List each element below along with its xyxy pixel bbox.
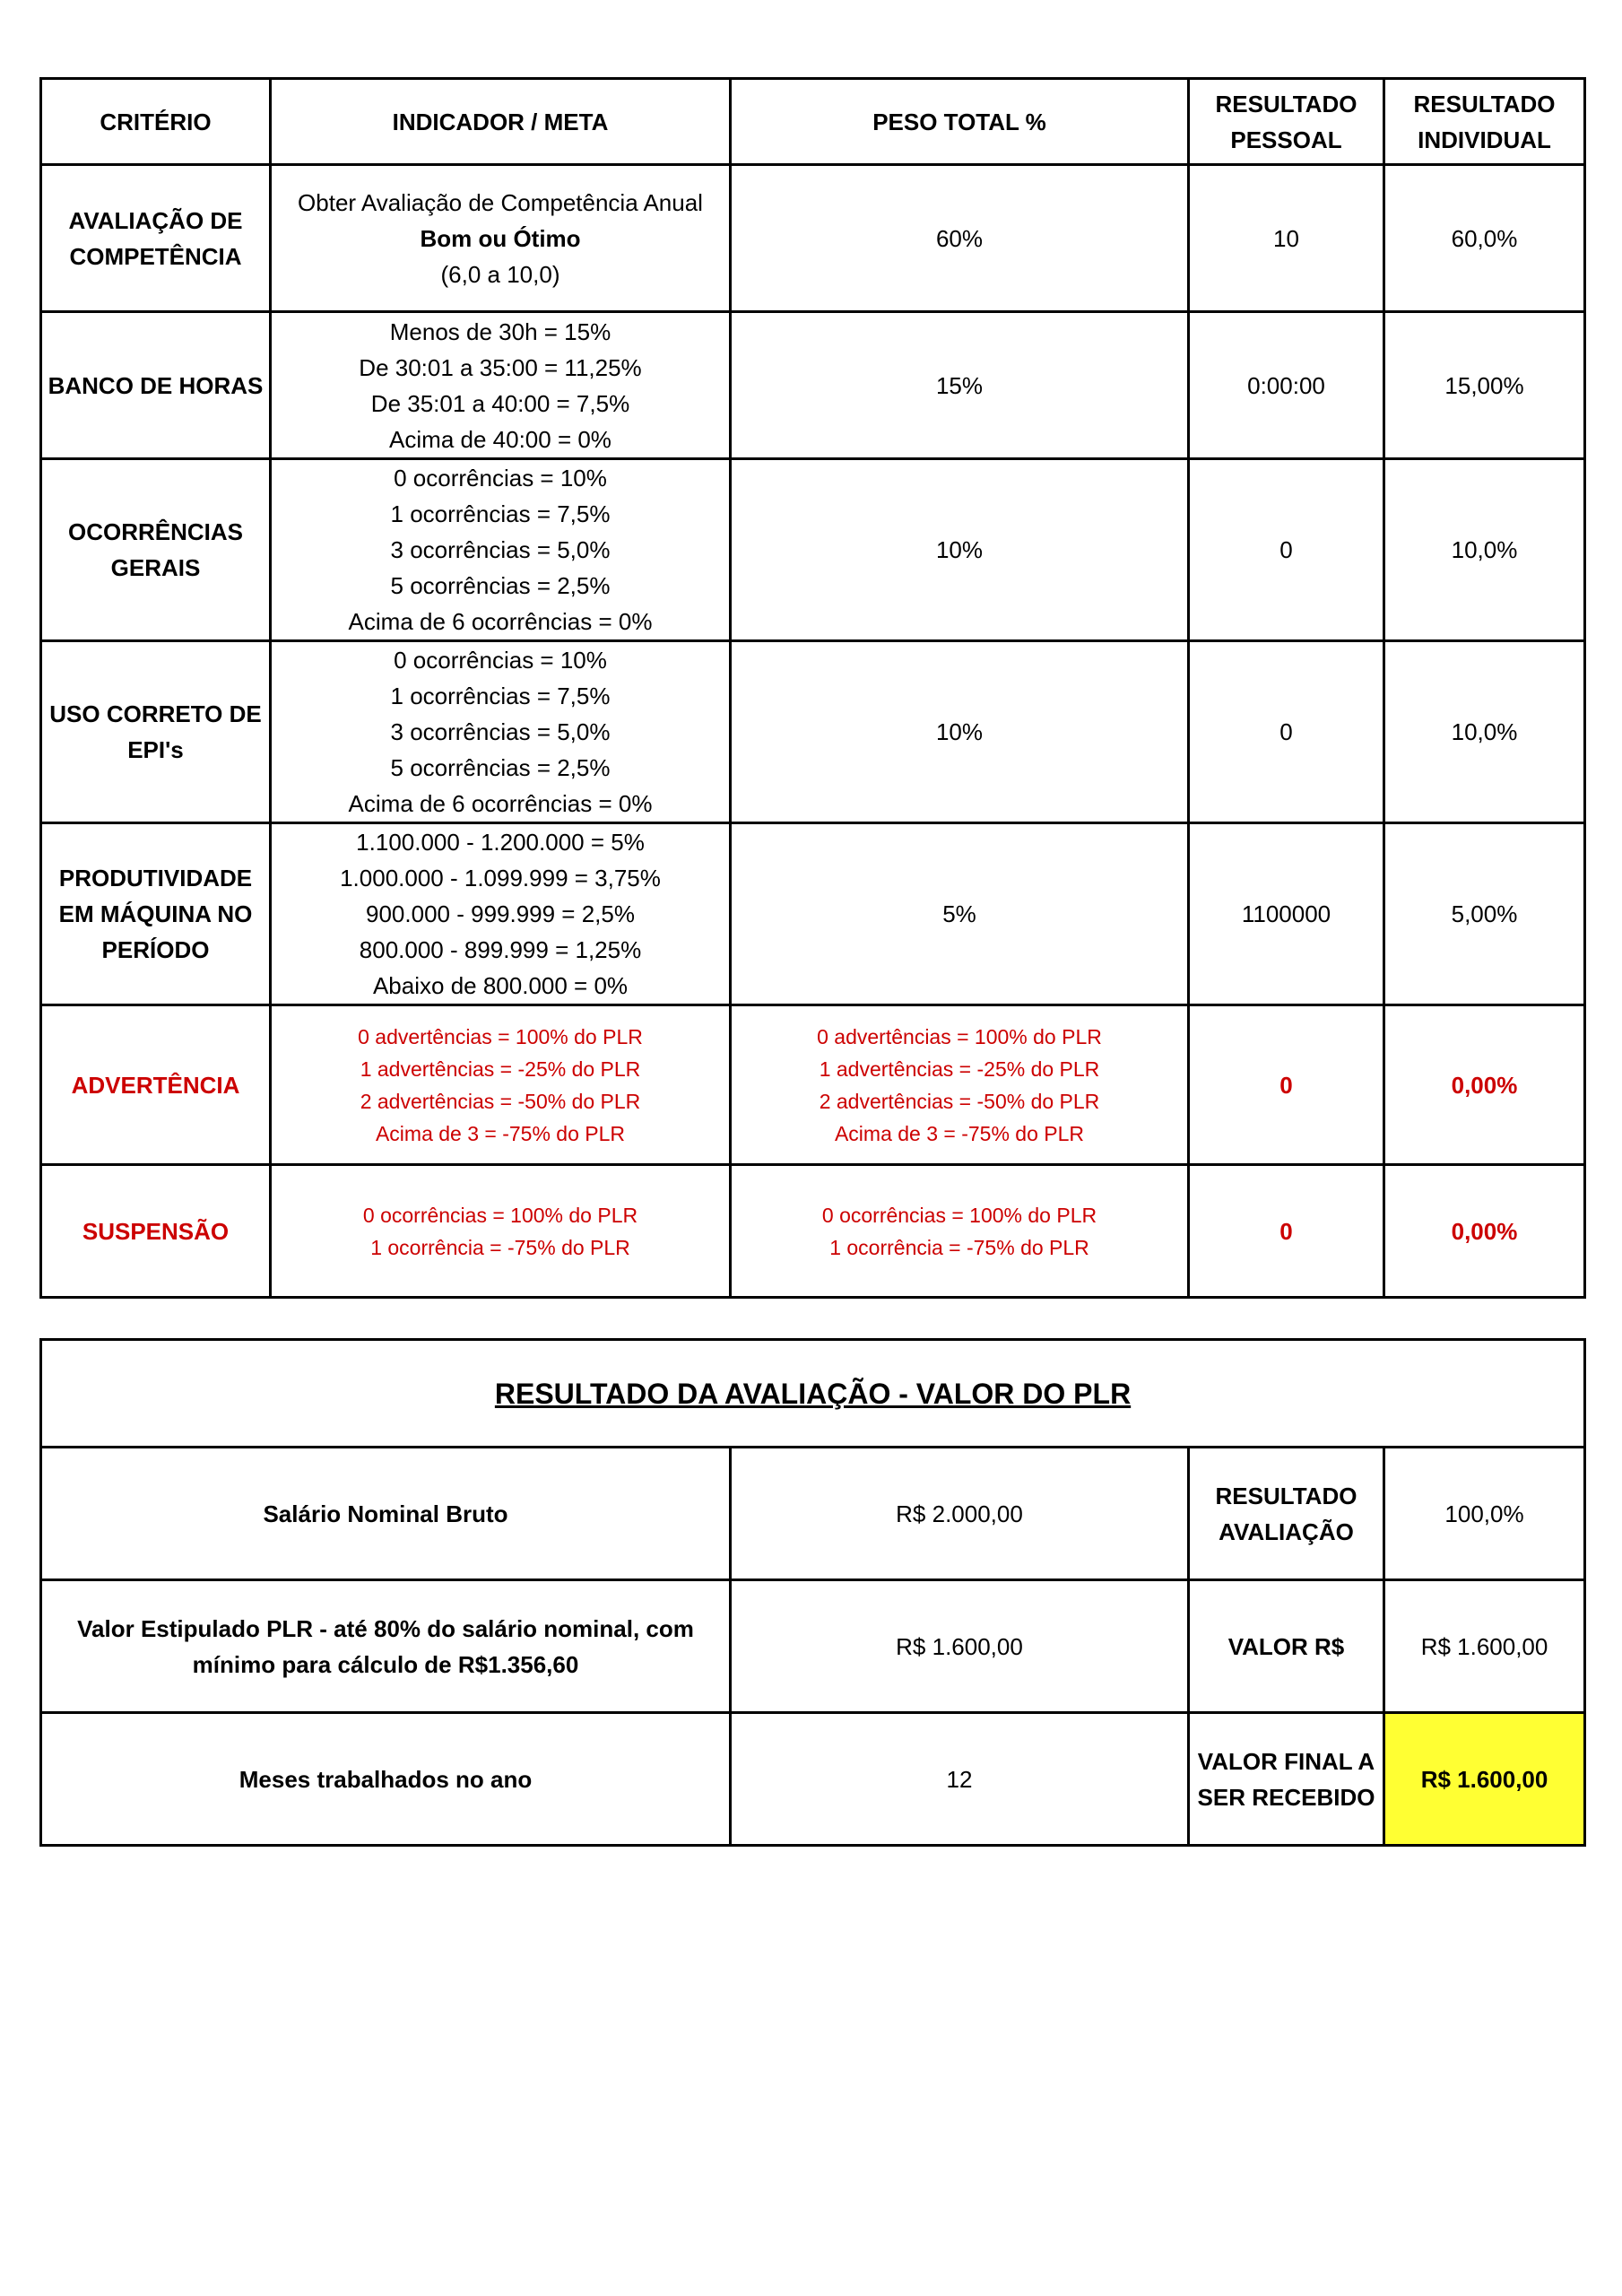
pessoal-cell: 0: [1189, 1005, 1384, 1165]
individual-cell: 10,0%: [1384, 459, 1585, 641]
result-label2: RESULTADO AVALIAÇÃO: [1189, 1448, 1384, 1580]
header-peso: PESO TOTAL %: [731, 79, 1189, 165]
criterio-cell: USO CORRETO DE EPI's: [41, 641, 271, 823]
criterio-cell: SUSPENSÃO: [41, 1165, 271, 1298]
result-value: R$ 2.000,00: [731, 1448, 1189, 1580]
criterio-cell: OCORRÊNCIAS GERAIS: [41, 459, 271, 641]
result-label2: VALOR R$: [1189, 1580, 1384, 1713]
individual-cell: 5,00%: [1384, 823, 1585, 1005]
individual-cell: 0,00%: [1384, 1005, 1585, 1165]
result-value2: R$ 1.600,00: [1384, 1580, 1585, 1713]
criteria-row-ocorrencias: [41, 459, 1585, 641]
result-row-salario: [41, 1448, 1585, 1580]
criteria-row-suspensao: [41, 1165, 1585, 1298]
pessoal-cell: 10: [1189, 165, 1384, 312]
criteria-row-avaliacao: [41, 165, 1585, 312]
individual-cell: 60,0%: [1384, 165, 1585, 312]
peso-cell: 15%: [731, 312, 1189, 459]
peso-cell: 60%: [731, 165, 1189, 312]
criteria-row-banco-horas: [41, 312, 1585, 459]
criteria-row-advertencia: [41, 1005, 1585, 1165]
peso-cell: 10%: [731, 459, 1189, 641]
pessoal-cell: 0:00:00: [1189, 312, 1384, 459]
result-label: Salário Nominal Bruto: [41, 1448, 731, 1580]
result-value2: 100,0%: [1384, 1448, 1585, 1580]
peso-cell: 0 advertências = 100% do PLR 1 advertências = -25% do PLR 2 advertências = -50% do PLR Acima de 3 = -75% do PLR: [731, 1005, 1189, 1165]
pessoal-cell: 0: [1189, 641, 1384, 823]
result-label: Meses trabalhados no ano: [41, 1713, 731, 1846]
result-row-valor-estipulado: [41, 1580, 1585, 1713]
result-title: RESULTADO DA AVALIAÇÃO - VALOR DO PLR: [41, 1340, 1585, 1448]
indicador-cell: 0 ocorrências = 10% 1 ocorrências = 7,5% 3 ocorrências = 5,0% 5 ocorrências = 2,5% Acima de 6 ocorrências = 0%: [271, 459, 731, 641]
criterio-cell: PRODUTIVIDADE EM MÁQUINA NO PERÍODO: [41, 823, 271, 1005]
criteria-table: [39, 77, 1586, 1299]
individual-cell: 10,0%: [1384, 641, 1585, 823]
indicador-cell: 0 advertências = 100% do PLR 1 advertências = -25% do PLR 2 advertências = -50% do PLR Acima de 3 = -75% do PLR: [271, 1005, 731, 1165]
result-row-meses: [41, 1713, 1585, 1846]
final-value-highlight: R$ 1.600,00: [1384, 1713, 1585, 1846]
indicador-cell: Menos de 30h = 15% De 30:01 a 35:00 = 11,25% De 35:01 a 40:00 = 7,5% Acima de 40:00 = 0%: [271, 312, 731, 459]
indicador-cell: 0 ocorrências = 10% 1 ocorrências = 7,5% 3 ocorrências = 5,0% 5 ocorrências = 2,5% Acima de 6 ocorrências = 0%: [271, 641, 731, 823]
result-table: [39, 1338, 1586, 1847]
pessoal-cell: 1100000: [1189, 823, 1384, 1005]
result-label: Valor Estipulado PLR - até 80% do salário nominal, com mínimo para cálculo de R$1.356,60: [41, 1580, 731, 1713]
peso-cell: 10%: [731, 641, 1189, 823]
individual-cell: 15,00%: [1384, 312, 1585, 459]
individual-cell: 0,00%: [1384, 1165, 1585, 1298]
criteria-row-epi: [41, 641, 1585, 823]
criterio-cell: ADVERTÊNCIA: [41, 1005, 271, 1165]
criterio-cell: AVALIAÇÃO DE COMPETÊNCIA: [41, 165, 271, 312]
header-resultado-individual: RESULTADO INDIVIDUAL: [1384, 79, 1585, 165]
pessoal-cell: 0: [1189, 1165, 1384, 1298]
criteria-row-produtividade: [41, 823, 1585, 1005]
result-value: 12: [731, 1713, 1189, 1846]
result-value: R$ 1.600,00: [731, 1580, 1189, 1713]
result-label2: VALOR FINAL A SER RECEBIDO: [1189, 1713, 1384, 1846]
result-title-row: [41, 1340, 1585, 1448]
indicador-cell: 0 ocorrências = 100% do PLR 1 ocorrência = -75% do PLR: [271, 1165, 731, 1298]
indicador-cell: Obter Avaliação de Competência Anual Bom ou Ótimo (6,0 a 10,0): [271, 165, 731, 312]
criteria-header-row: [41, 79, 1585, 165]
header-resultado-pessoal: RESULTADO PESSOAL: [1189, 79, 1384, 165]
pessoal-cell: 0: [1189, 459, 1384, 641]
criterio-cell: BANCO DE HORAS: [41, 312, 271, 459]
header-criterio: CRITÉRIO: [41, 79, 271, 165]
indicador-cell: 1.100.000 - 1.200.000 = 5% 1.000.000 - 1.099.999 = 3,75% 900.000 - 999.999 = 2,5% 800.000 - 899.999 = 1,25% Abaixo de 800.000 = 0%: [271, 823, 731, 1005]
header-indicador: INDICADOR / META: [271, 79, 731, 165]
peso-cell: 0 ocorrências = 100% do PLR 1 ocorrência = -75% do PLR: [731, 1165, 1189, 1298]
peso-cell: 5%: [731, 823, 1189, 1005]
